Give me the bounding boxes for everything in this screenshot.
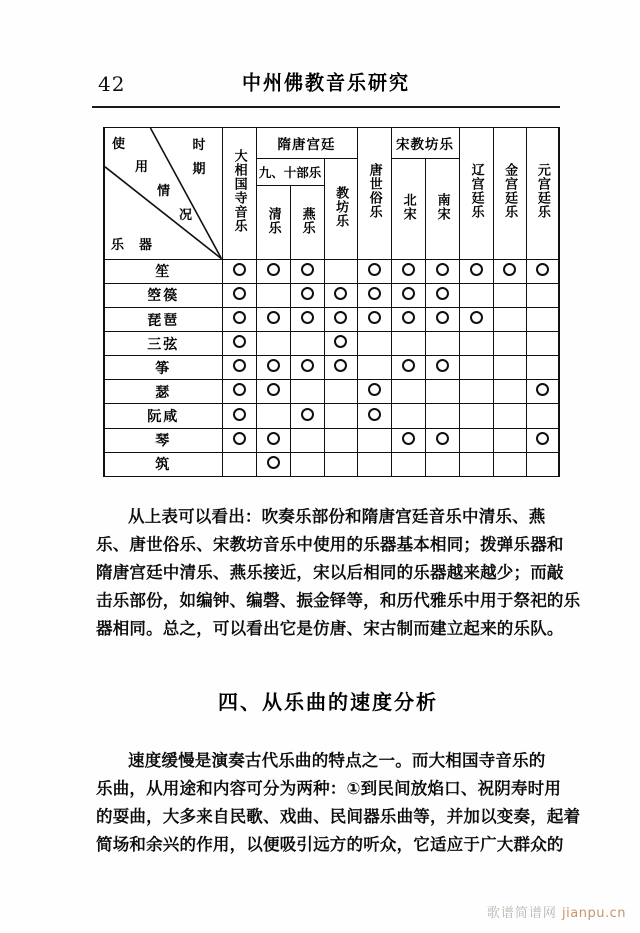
matrix-cell: [526, 307, 559, 331]
instrument-name: 筝: [155, 360, 172, 377]
table-row: [104, 283, 559, 307]
book-title: 中州佛教音乐研究: [241, 71, 410, 95]
usage-mark-circle: [402, 263, 415, 276]
matrix-cell: [290, 404, 324, 428]
header-rule: [92, 106, 560, 108]
paragraph-1-line: 击乐部份，如编钟、编磬、振金铎等，和历代雅乐中用于祭祀的乐: [96, 591, 581, 610]
row-label-instrument: [104, 404, 222, 428]
table-row: [104, 428, 559, 452]
table-row: [104, 452, 559, 476]
matrix-cell: [256, 380, 290, 404]
corner-label-use: 使: [112, 137, 126, 152]
matrix-cell: [290, 428, 324, 452]
column-header-qingyue: 清乐: [256, 186, 290, 259]
matrix-cell: [324, 259, 357, 283]
usage-mark-circle: [267, 383, 280, 396]
usage-mark-circle: [334, 335, 347, 348]
column-header-liao-court: 辽宫廷乐: [459, 128, 493, 260]
matrix-cell: [493, 356, 526, 380]
usage-mark-circle: [233, 359, 246, 372]
matrix-cell: [391, 356, 425, 380]
matrix-cell: [357, 404, 391, 428]
matrix-cell: [425, 404, 459, 428]
site-watermark: [487, 902, 626, 921]
matrix-cell: [324, 404, 357, 428]
matrix-cell: [425, 452, 459, 476]
usage-mark-circle: [233, 432, 246, 445]
paragraph-2-line: 乐曲，从用途和内容可分为两种：①到民间放焰口、祝阴寿时用: [96, 779, 562, 798]
usage-mark-circle: [436, 359, 449, 372]
matrix-cell: [357, 307, 391, 331]
usage-mark-circle: [368, 263, 381, 276]
matrix-cell: [391, 332, 425, 356]
matrix-cell: [526, 380, 559, 404]
usage-mark-circle: [301, 359, 314, 372]
matrix-cell: [357, 428, 391, 452]
matrix-cell: [256, 283, 290, 307]
column-header-beisong: 北宋: [391, 159, 425, 260]
paragraph-1-line: 乐、唐世俗乐、宋教坊音乐中使用的乐器基本相同；拨弹乐器和: [96, 535, 564, 554]
usage-mark-circle: [267, 311, 280, 324]
usage-mark-circle: [402, 432, 415, 445]
usage-mark-circle: [267, 263, 280, 276]
usage-mark-circle: [233, 335, 246, 348]
matrix-cell: [391, 259, 425, 283]
matrix-cell: [459, 380, 493, 404]
matrix-cell: [324, 380, 357, 404]
corner-label-qing: 情: [157, 184, 171, 199]
row-label-instrument: [104, 283, 222, 307]
matrix-cell: [459, 259, 493, 283]
corner-label-use2: 用: [135, 160, 149, 175]
usage-mark-circle: [334, 311, 347, 324]
matrix-cell: [526, 404, 559, 428]
running-head: [92, 68, 560, 102]
paragraph-2-line: 速度缓慢是演奏古代乐曲的特点之一。而大相国寺音乐的: [128, 751, 546, 770]
matrix-cell: [459, 356, 493, 380]
matrix-cell: [425, 283, 459, 307]
matrix-cell: [391, 380, 425, 404]
usage-mark-circle: [402, 311, 415, 324]
usage-mark-circle: [301, 408, 314, 421]
matrix-cell: [324, 356, 357, 380]
group-header-suitang-court: 隋唐宫廷: [256, 128, 357, 159]
matrix-cell: [526, 428, 559, 452]
row-label-instrument: [104, 259, 222, 283]
usage-mark-circle: [267, 456, 280, 469]
matrix-cell: [290, 307, 324, 331]
column-header-yanyue: 燕乐: [290, 186, 324, 259]
matrix-cell: [357, 356, 391, 380]
matrix-cell: [459, 404, 493, 428]
matrix-cell: [425, 356, 459, 380]
matrix-cell: [493, 332, 526, 356]
matrix-cell: [391, 452, 425, 476]
matrix-cell: [526, 259, 559, 283]
usage-mark-circle: [436, 287, 449, 300]
matrix-cell: [357, 259, 391, 283]
matrix-cell: [222, 428, 256, 452]
matrix-cell: [290, 356, 324, 380]
usage-mark-circle: [267, 432, 280, 445]
paragraph-1-line: 器相同。总之，可以看出它是仿唐、宋古制而建立起来的乐队。: [96, 619, 564, 638]
paragraph-2-line: 的耍曲，大多来自民歌、戏曲、民间器乐曲等，并加以变奏，起着: [96, 807, 581, 826]
paragraph-tempo-analysis: [96, 747, 581, 859]
matrix-cell: [256, 404, 290, 428]
usage-mark-circle: [436, 311, 449, 324]
matrix-cell: [222, 283, 256, 307]
usage-mark-circle: [334, 359, 347, 372]
instrument-usage-table: [103, 127, 558, 477]
matrix-cell: [222, 380, 256, 404]
instrument-name: 琵琶: [147, 312, 180, 329]
corner-label-kuang: 况: [179, 208, 193, 223]
matrix-cell: [324, 452, 357, 476]
usage-mark-circle: [334, 287, 347, 300]
matrix-cell: [526, 452, 559, 476]
row-label-instrument: [104, 307, 222, 331]
instrument-name: 琴: [155, 433, 172, 450]
matrix-cell: [425, 428, 459, 452]
matrix-cell: [324, 428, 357, 452]
matrix-cell: [290, 259, 324, 283]
instrument-name: 阮咸: [147, 409, 180, 426]
paragraph-2-line: 简场和余兴的作用，以便吸引远方的听众，它适应于广大群众的: [96, 835, 564, 854]
usage-mark-circle: [233, 408, 246, 421]
paragraph-table-analysis: [96, 503, 581, 643]
column-header-jiaofang: 教坊乐: [324, 159, 357, 260]
column-header-daxiangguosi: 大相国寺音乐: [222, 128, 256, 260]
column-header-yuan-court: 元宫廷乐: [526, 128, 559, 260]
corner-label-period: 期: [192, 162, 206, 177]
usage-mark-circle: [301, 311, 314, 324]
matrix-cell: [391, 283, 425, 307]
corner-label-qi: 器: [139, 237, 153, 253]
matrix-cell: [222, 356, 256, 380]
matrix-cell: [526, 356, 559, 380]
matrix-cell: [324, 283, 357, 307]
row-label-instrument: [104, 380, 222, 404]
usage-mark-circle: [436, 263, 449, 276]
matrix-cell: [256, 307, 290, 331]
matrix-cell: [357, 332, 391, 356]
matrix-cell: [459, 307, 493, 331]
instrument-name: 箜篌: [147, 288, 180, 305]
table-row: [104, 332, 559, 356]
usage-mark-circle: [233, 287, 246, 300]
matrix-cell: [256, 428, 290, 452]
matrix-cell: [324, 332, 357, 356]
table-row: [104, 356, 559, 380]
section-heading: 四、从乐曲的速度分析: [218, 690, 438, 714]
usage-mark-circle: [233, 263, 246, 276]
usage-mark-circle: [368, 408, 381, 421]
table-row: [104, 307, 559, 331]
watermark-site: 歌谱简谱网: [486, 906, 557, 921]
usage-mark-circle: [267, 359, 280, 372]
matrix-cell: [493, 380, 526, 404]
matrix-cell: [526, 283, 559, 307]
matrix-cell: [493, 452, 526, 476]
table-row: [104, 259, 559, 283]
matrix-cell: [425, 307, 459, 331]
matrix-cell: [222, 259, 256, 283]
watermark-domain: jianpu.cn: [562, 906, 626, 921]
table-row: [104, 404, 559, 428]
column-header-jin-court: 金宫廷乐: [493, 128, 526, 260]
matrix-cell: [256, 259, 290, 283]
matrix-cell: [493, 283, 526, 307]
matrix-cell: [493, 307, 526, 331]
matrix-cell: [357, 283, 391, 307]
matrix-cell: [391, 307, 425, 331]
matrix-cell: [290, 452, 324, 476]
usage-mark-circle: [536, 383, 549, 396]
matrix-cell: [222, 452, 256, 476]
usage-mark-circle: [536, 432, 549, 445]
column-header-tang-secular: 唐世俗乐: [357, 128, 391, 260]
usage-mark-circle: [470, 311, 483, 324]
matrix-cell: [459, 283, 493, 307]
matrix-cell: [324, 307, 357, 331]
row-label-instrument: [104, 332, 222, 356]
table-row: [104, 380, 559, 404]
instrument-name: 笙: [155, 264, 172, 281]
matrix-cell: [256, 452, 290, 476]
matrix-cell: [459, 332, 493, 356]
usage-mark-circle: [233, 383, 246, 396]
matrix-cell: [493, 428, 526, 452]
usage-mark-circle: [503, 263, 516, 276]
row-label-instrument: [104, 356, 222, 380]
usage-mark-circle: [536, 263, 549, 276]
row-label-instrument: [104, 452, 222, 476]
row-label-instrument: [104, 428, 222, 452]
usage-mark-circle: [301, 263, 314, 276]
matrix-cell: [256, 356, 290, 380]
instrument-name: 瑟: [155, 384, 172, 401]
matrix-cell: [290, 332, 324, 356]
group-header-jiushibuyue: 九、十部乐: [256, 159, 324, 186]
usage-mark-circle: [436, 432, 449, 445]
usage-mark-circle: [402, 359, 415, 372]
paragraph-1-line: 隋唐宫廷中清乐、燕乐接近，宋以后相同的乐器越来越少；而敲: [96, 563, 564, 582]
matrix-cell: [425, 259, 459, 283]
usage-mark-circle: [233, 311, 246, 324]
matrix-cell: [391, 428, 425, 452]
page-number: 42: [98, 72, 126, 96]
matrix-cell: [459, 452, 493, 476]
instrument-name: 三弦: [147, 336, 180, 353]
matrix-cell: [357, 380, 391, 404]
usage-mark-circle: [368, 311, 381, 324]
usage-mark-circle: [368, 287, 381, 300]
matrix-cell: [391, 404, 425, 428]
matrix-cell: [526, 332, 559, 356]
matrix-cell: [493, 259, 526, 283]
matrix-cell: [222, 332, 256, 356]
group-header-song-jiaofang: 宋教坊乐: [391, 128, 459, 159]
usage-mark-circle: [368, 383, 381, 396]
column-header-nansong: 南宋: [425, 159, 459, 260]
matrix-cell: [459, 428, 493, 452]
matrix-cell: [357, 452, 391, 476]
table-corner-cell: [104, 128, 222, 260]
instrument-name: 筑: [155, 457, 172, 474]
corner-label-yue: 乐: [111, 237, 125, 253]
matrix-cell: [256, 332, 290, 356]
paragraph-1-line: 从上表可以看出：吹奏乐部份和隋唐宫廷音乐中清乐、燕: [128, 507, 546, 526]
matrix-cell: [290, 380, 324, 404]
usage-mark-circle: [470, 263, 483, 276]
matrix-cell: [493, 404, 526, 428]
usage-mark-circle: [301, 287, 314, 300]
matrix-cell: [425, 380, 459, 404]
corner-label-time: 时: [192, 138, 206, 153]
matrix-cell: [290, 283, 324, 307]
matrix-cell: [425, 332, 459, 356]
matrix-cell: [222, 307, 256, 331]
matrix-cell: [222, 404, 256, 428]
usage-mark-circle: [402, 287, 415, 300]
